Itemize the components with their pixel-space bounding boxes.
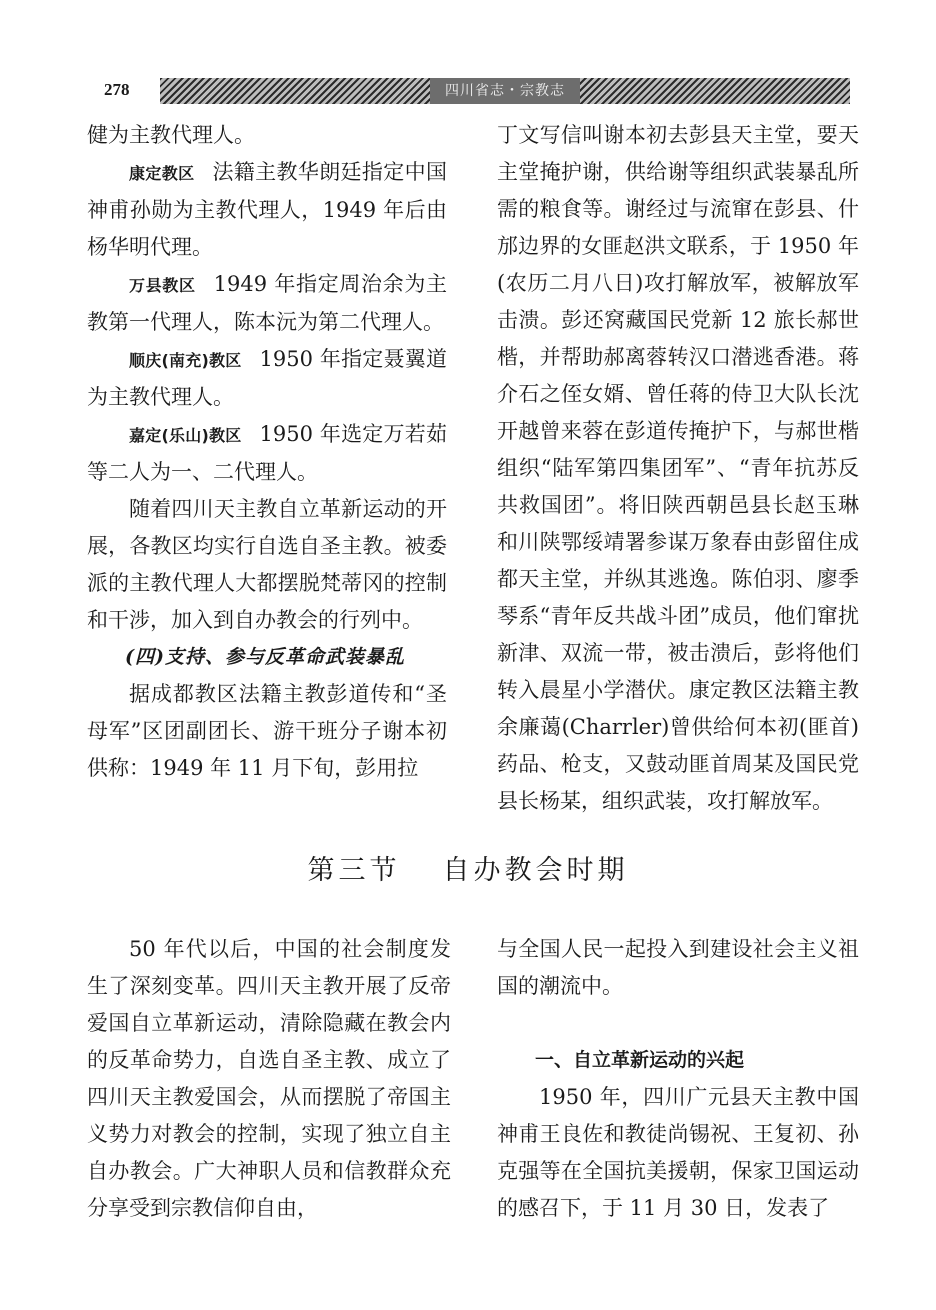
subsection-heading: (四)支持、参与反革命武装暴乱: [125, 646, 405, 668]
diocese-text: 1950 年选定万若茹等二人为一、二代理人。: [87, 422, 447, 484]
paragraph: 健为主教代理人。: [87, 123, 255, 147]
paragraph: 丁文写信叫谢本初去彭县天主堂，要天主堂掩护谢，供给谢等组织武装暴乱所需的粮食等。谢经过与流窜在彭县、什邡边界的女匪赵洪文联系，于 1950 年(农历二月八日)攻打解放军，被解放军击溃。彭还窝藏国民党新 12 旅长郝世楷，并帮助郝离蓉转汉口潜逃香港。蒋介石之侄女婿、曾任蒋的侍卫大队长沈开越曾来蓉在彭道传掩护下，与郝世楷组织“陆军第四集团军”、“青年抗苏反共救国团”。将旧陕西朝邑县长赵玉琳和川陕鄂绥靖署参谋万象春由彭留住成都天主堂，并纵其逃逸。陈伯羽、廖季琴系“青年反共战斗团”成员，他们窜扰新津、双流一带，被击溃后，彭将他们转入晨星小学潜伏。康定教区法籍主教余廉蔼(Charrler)曾供给何本初(匪首)药品、枪支，又鼓动匪首周某及国民党县长杨某，组织武装，攻打解放军。: [497, 123, 859, 813]
diocese-label: 万县教区: [129, 276, 196, 295]
paragraph: 随着四川天主教自立革新运动的开展，各教区均实行自选自圣主教。被委派的主教代理人大都摆脱梵蒂冈的控制和干涉，加入到自办教会的行列中。: [87, 497, 447, 632]
diocese-label: 顺庆(南充)教区: [129, 351, 242, 370]
page-number: 278: [104, 80, 130, 99]
paragraph: 据成都教区法籍主教彭道传和“圣母军”区团副团长、游干班分子谢本初供称：1949 年 11 月下旬，彭用拉: [87, 682, 447, 780]
paragraph: 与全国人民一起投入到建设社会主义祖国的潮流中。: [497, 937, 859, 998]
paragraph: 1950 年，四川广元县天主教中国神甫王良佐和教徒尚锡祝、王复初、孙克强等在全国抗美援朝，保家卫国运动的感召下，于 11 月 30 日，发表了: [497, 1085, 859, 1220]
running-header: [160, 78, 850, 104]
diocese-entry: [87, 154, 447, 266]
right-column-top: [497, 117, 859, 820]
section-number: 第三节: [307, 855, 401, 886]
running-title: 四川省志・宗教志: [430, 78, 580, 104]
paragraph: 50 年代以后，中国的社会制度发生了深刻变革。四川天主教开展了反帝爱国自立革新运动，清除隐藏在教会内的反革命势力，自选自圣主教、成立了四川天主教爱国会，从而摆脱了帝国主义势力对教会的控制，实现了独立自主自办教会。广大神职人员和信教群众充分享受到宗教信仰自由，: [87, 937, 451, 1220]
subsection-heading: 一、自立革新运动的兴起: [535, 1049, 745, 1071]
left-column-bottom: [87, 931, 451, 1227]
diocese-entry: [87, 341, 447, 416]
diocese-label: 康定教区: [129, 164, 195, 183]
section-heading: [0, 848, 936, 887]
diocese-entry: [87, 266, 447, 341]
diocese-entry: [87, 416, 447, 491]
diocese-text: 法籍主教华朗廷指定中国神甫孙勋为主教代理人，1949 年后由杨华明代理。: [87, 160, 447, 259]
left-column-top: [87, 117, 447, 787]
diocese-text: 1949 年指定周治余为主教第一代理人，陈本沅为第二代理人。: [87, 272, 447, 334]
section-title: 自办教会时期: [442, 855, 629, 886]
diocese-text: 1950 年指定聂翼道为主教代理人。: [87, 347, 447, 409]
right-column-bottom: [497, 931, 859, 1227]
diocese-label: 嘉定(乐山)教区: [129, 426, 242, 445]
